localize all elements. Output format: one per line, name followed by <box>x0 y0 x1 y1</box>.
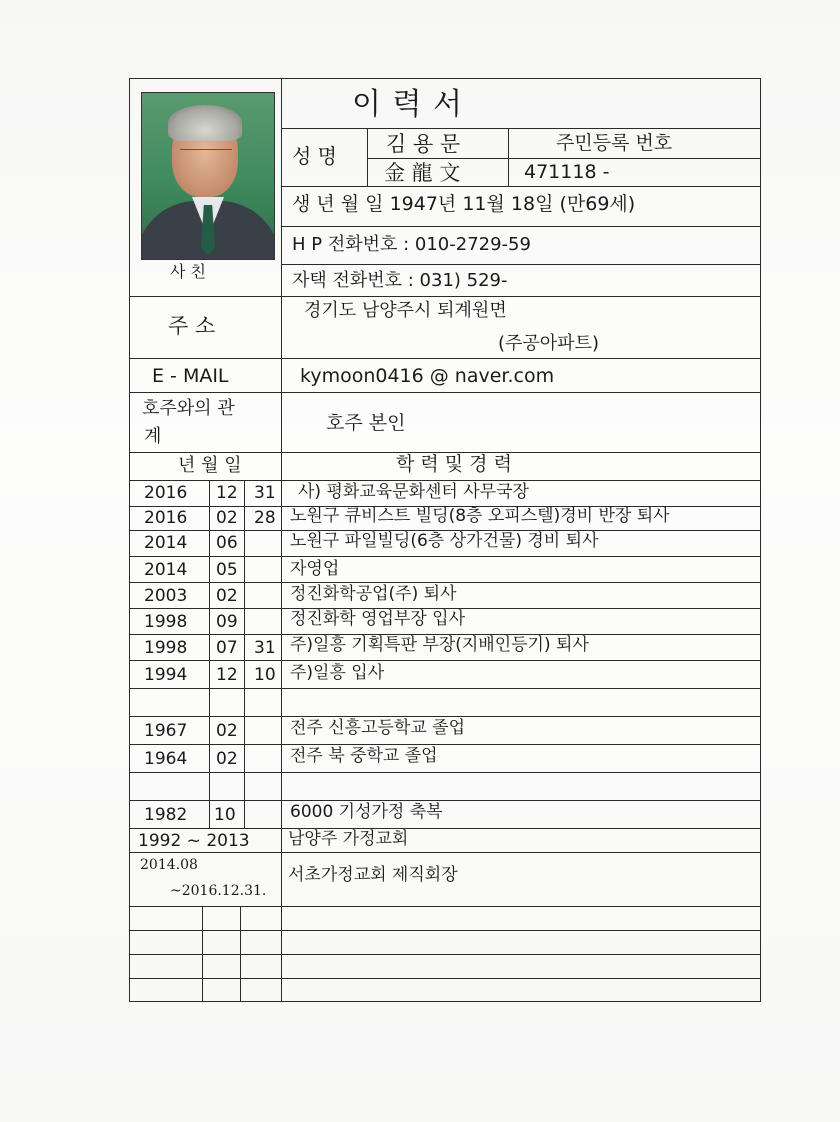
month: 10 <box>214 805 236 825</box>
month: 06 <box>216 533 238 553</box>
mobile-phone: H P 전화번호 : 010-2729-59 <box>292 234 531 255</box>
description: 서초가정교회 제직회장 <box>288 865 458 885</box>
day: 10 <box>254 665 276 685</box>
profile-photo <box>141 92 275 260</box>
rrn-label: 주민등록 번호 <box>556 132 673 154</box>
month: 05 <box>216 560 238 580</box>
description: 주)일흥 기획특판 부장(지배인등기) 퇴사 <box>290 635 589 655</box>
month: 02 <box>216 749 238 769</box>
month: 12 <box>216 665 238 685</box>
name-label: 성 명 <box>292 144 337 168</box>
home-phone: 자택 전화번호 : 031) 529- <box>292 270 508 291</box>
description: 사) 평화교육문화센터 사무국장 <box>298 482 529 502</box>
description: 정진화학공업(주) 퇴사 <box>290 584 457 604</box>
year: 2016 <box>144 508 188 528</box>
period: 1992 ~ 2013 <box>138 831 250 851</box>
photo-caption: 사 친 <box>170 262 206 281</box>
address-line2: (주공아파트) <box>498 333 599 354</box>
year: 2014 <box>144 533 188 553</box>
description: 남양주 가정교회 <box>288 829 409 849</box>
description: 전주 신흥고등학교 졸업 <box>290 718 466 738</box>
relation-label: 호주와의 관 <box>142 398 235 419</box>
description: 노원구 파일빌딩(6층 상가건물) 경비 퇴사 <box>290 531 599 551</box>
month: 09 <box>216 612 238 632</box>
name-hangul: 김 용 문 <box>386 132 461 156</box>
email-value: kymoon0416 @ naver.com <box>300 365 555 387</box>
year: 2003 <box>144 586 188 606</box>
month: 02 <box>216 586 238 606</box>
month: 12 <box>216 483 238 503</box>
day: 31 <box>254 638 276 658</box>
month: 02 <box>216 508 238 528</box>
description: 정진화학 영업부장 입사 <box>290 609 466 629</box>
relation-label-cont: 계 <box>144 426 162 447</box>
year: 1998 <box>144 612 188 632</box>
address-label: 주 소 <box>168 314 216 338</box>
year: 1994 <box>144 665 188 685</box>
month: 02 <box>216 721 238 741</box>
rrn-value: 471118 - <box>524 161 610 183</box>
description: 주)일흥 입사 <box>290 663 385 683</box>
description: 6000 기성가정 축복 <box>290 802 443 822</box>
period-start: 2014.08 <box>140 857 198 873</box>
year: 1967 <box>144 721 188 741</box>
name-hanja: 金 龍 文 <box>384 161 461 185</box>
birth-date: 생 년 월 일 1947년 11월 18일 (만69세) <box>292 193 636 215</box>
period-end: ~2016.12.31. <box>170 883 267 899</box>
email-label: E - MAIL <box>152 365 229 387</box>
month: 07 <box>216 638 238 658</box>
description: 노원구 큐비스트 빌딩(8층 오피스텔)경비 반장 퇴사 <box>290 506 670 526</box>
document-title: 이 력 서 <box>352 87 464 122</box>
history-desc-header: 학 력 및 경 력 <box>396 453 512 475</box>
year: 1998 <box>144 638 188 658</box>
history-date-header: 년 월 일 <box>178 455 242 476</box>
year: 1964 <box>144 749 188 769</box>
year: 2016 <box>144 483 188 503</box>
year: 2014 <box>144 560 188 580</box>
year: 1982 <box>144 805 188 825</box>
description: 자영업 <box>290 559 340 579</box>
day: 31 <box>254 483 276 503</box>
day: 28 <box>254 508 276 528</box>
address-line1: 경기도 남양주시 퇴계원면 <box>304 300 507 321</box>
description: 전주 북 중학교 졸업 <box>290 746 438 766</box>
relation-value: 호주 본인 <box>326 412 406 434</box>
